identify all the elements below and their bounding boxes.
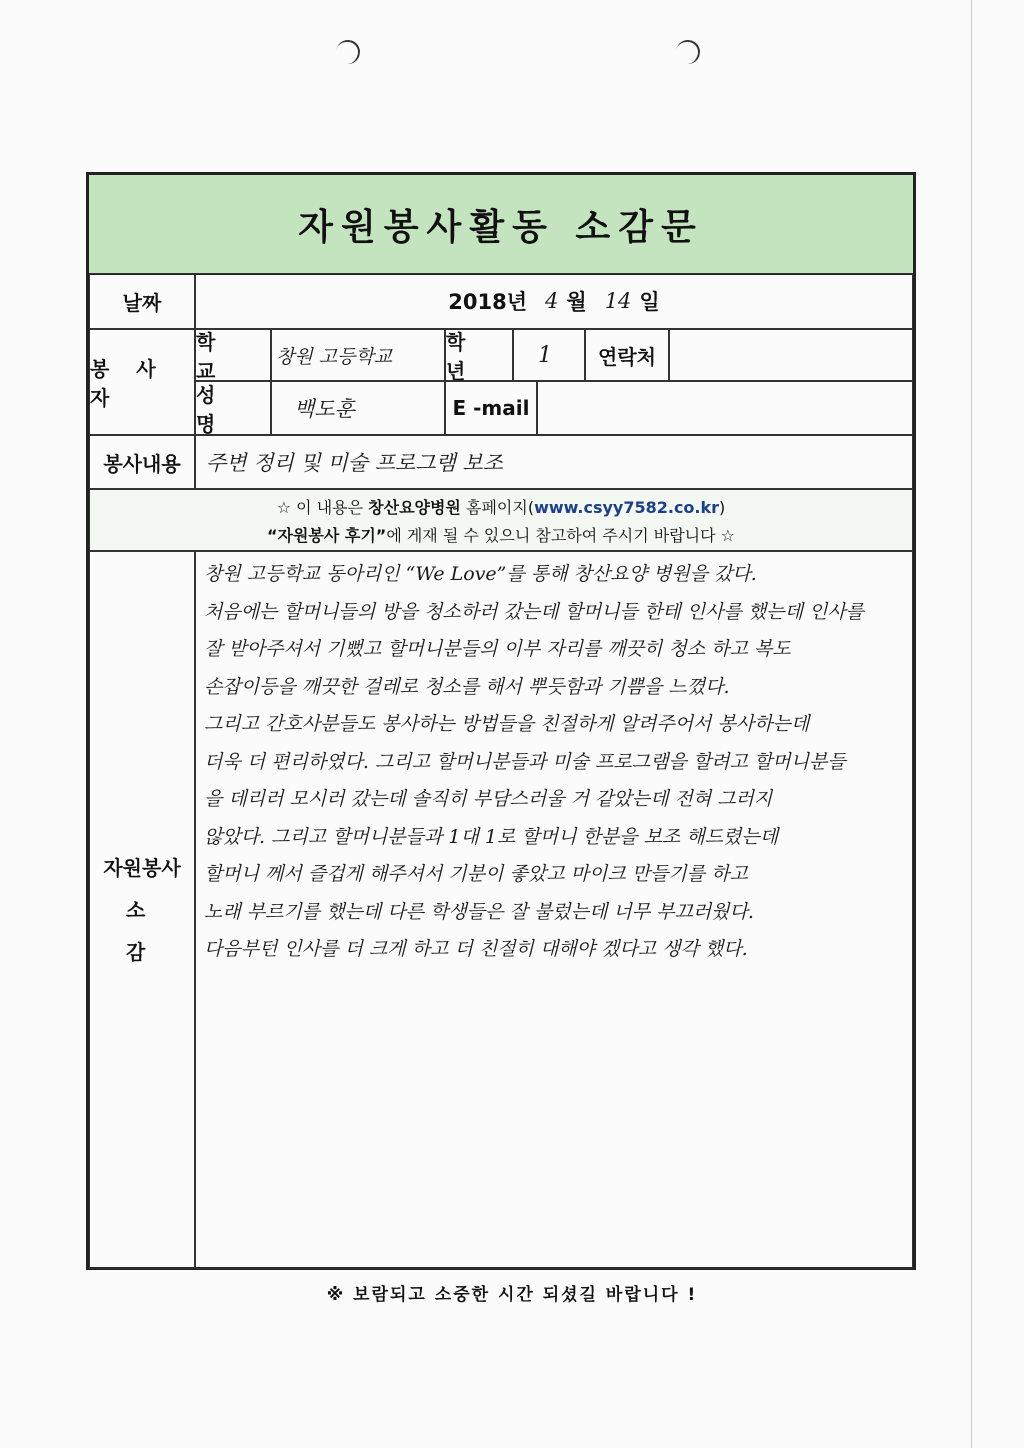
email-label (445, 381, 537, 435)
essay-line: 잘 받아주셔서 기뻤고 할머니분들의 이부 자리를 깨끗히 청소 하고 복도 (204, 638, 791, 660)
email-label-text: E -mail (452, 396, 530, 420)
school-label-text: 학 교 (196, 330, 226, 383)
essay-label-line-1: 자원봉사 (103, 856, 181, 880)
notice-hospital: 창산요양병원 (368, 498, 461, 517)
essay-line: 창원 고등학교 동아리인 “We Love”를 통해 창산요양 병원을 갔다. (204, 563, 757, 585)
essay-line: 노래 부르기를 했는데 다른 학생들은 잘 불렀는데 너무 부끄러웠다. (204, 900, 754, 923)
notice-box (89, 489, 913, 551)
notice-line-2 (90, 522, 912, 550)
essay-line: 더욱 더 편리하였다. 그리고 할머니분들과 미술 프로그램을 할려고 할머니분들 (204, 750, 846, 773)
volunteer-label (89, 329, 195, 435)
grade-value-text: 1 (538, 342, 552, 368)
content-label (89, 435, 195, 489)
contact-label (585, 329, 669, 381)
date-day-unit: 일 (639, 290, 660, 314)
essay-line: 않았다. 그리고 할머니분들과 1대 1로 할머니 한분을 보조 해드렸는데 (204, 825, 779, 848)
date-day: 14 (604, 289, 632, 313)
essay-line: 손잡이등을 깨끗한 걸레로 청소를 해서 뿌듯함과 기쁨을 느꼈다. (204, 675, 730, 698)
name-value-text: 백도훈 (294, 397, 355, 421)
name-value (271, 381, 445, 435)
content-value (195, 435, 913, 489)
date-year: 2018년 (448, 290, 528, 314)
date-month: 4 (545, 289, 559, 313)
date-value (195, 273, 913, 329)
essay-line: 처음에는 할머니들의 방을 청소하러 갔는데 할머니들 한테 인사를 했는데 인사를 (204, 600, 865, 623)
essay-body (195, 551, 913, 1269)
grade-label-text: 학 년 (446, 330, 476, 383)
date-label (89, 273, 195, 329)
date-month-unit: 월 (566, 290, 587, 314)
email-value (537, 381, 913, 435)
volunteer-report-form (86, 172, 916, 1270)
notice-pre: 이 내용은 (291, 498, 369, 517)
contact-value (669, 329, 913, 381)
school-label (195, 329, 271, 381)
contact-label-text: 연락처 (598, 344, 656, 369)
notice-line-1 (90, 494, 912, 522)
content-label-text: 봉사내용 (103, 451, 181, 476)
star-icon: ☆ (276, 498, 292, 517)
essay-label-line-2: 소 감 (126, 898, 182, 964)
content-value-text: 주변 정리 및 미술 프로그램 보조 (206, 451, 504, 475)
date-label-text: 날짜 (122, 290, 162, 315)
essay-line: 할머니 께서 즐겁게 해주셔서 기분이 좋았고 마이크 만들기를 하고 (204, 863, 748, 885)
name-label (195, 381, 271, 435)
punch-hole-mark-right (674, 38, 702, 66)
title-bar (89, 175, 913, 275)
binder-line (971, 0, 972, 1448)
grade-label (445, 329, 513, 381)
essay-label (89, 551, 195, 1269)
footer-message: ※ 보람되고 소중한 시간 되셨길 바랍니다 ! (326, 1285, 698, 1305)
school-value-text: 창원 고등학교 (276, 345, 393, 368)
notice-line-2-bold: “자원봉사 후기” (266, 526, 387, 545)
school-value (271, 329, 445, 381)
notice-close: ) (719, 498, 726, 517)
essay-line: 을 데리러 모시러 갔는데 솔직히 부담스러울 거 같았는데 전혀 그러지 (204, 788, 773, 810)
grade-value (513, 329, 585, 381)
essay-line: 그리고 간호사분들도 봉사하는 방법들을 친절하게 알려주어서 봉사하는데 (204, 713, 810, 735)
notice-line-2-rest: 에 게재 될 수 있으니 참고하여 주시기 바랍니다 ☆ (386, 526, 736, 545)
volunteer-label-text: 봉 사 자 (90, 357, 166, 410)
punch-hole-mark-left (334, 38, 362, 66)
name-label-text: 성 명 (196, 383, 226, 436)
hospital-url: www.csyy7582.co.kr (534, 498, 720, 517)
form-title: 자원봉사활동 소감문 (298, 206, 704, 248)
essay-line: 다음부턴 인사를 더 크게 하고 더 친절히 대해야 겠다고 생각 했다. (204, 938, 748, 960)
notice-mid: 홈페이지( (460, 498, 535, 517)
